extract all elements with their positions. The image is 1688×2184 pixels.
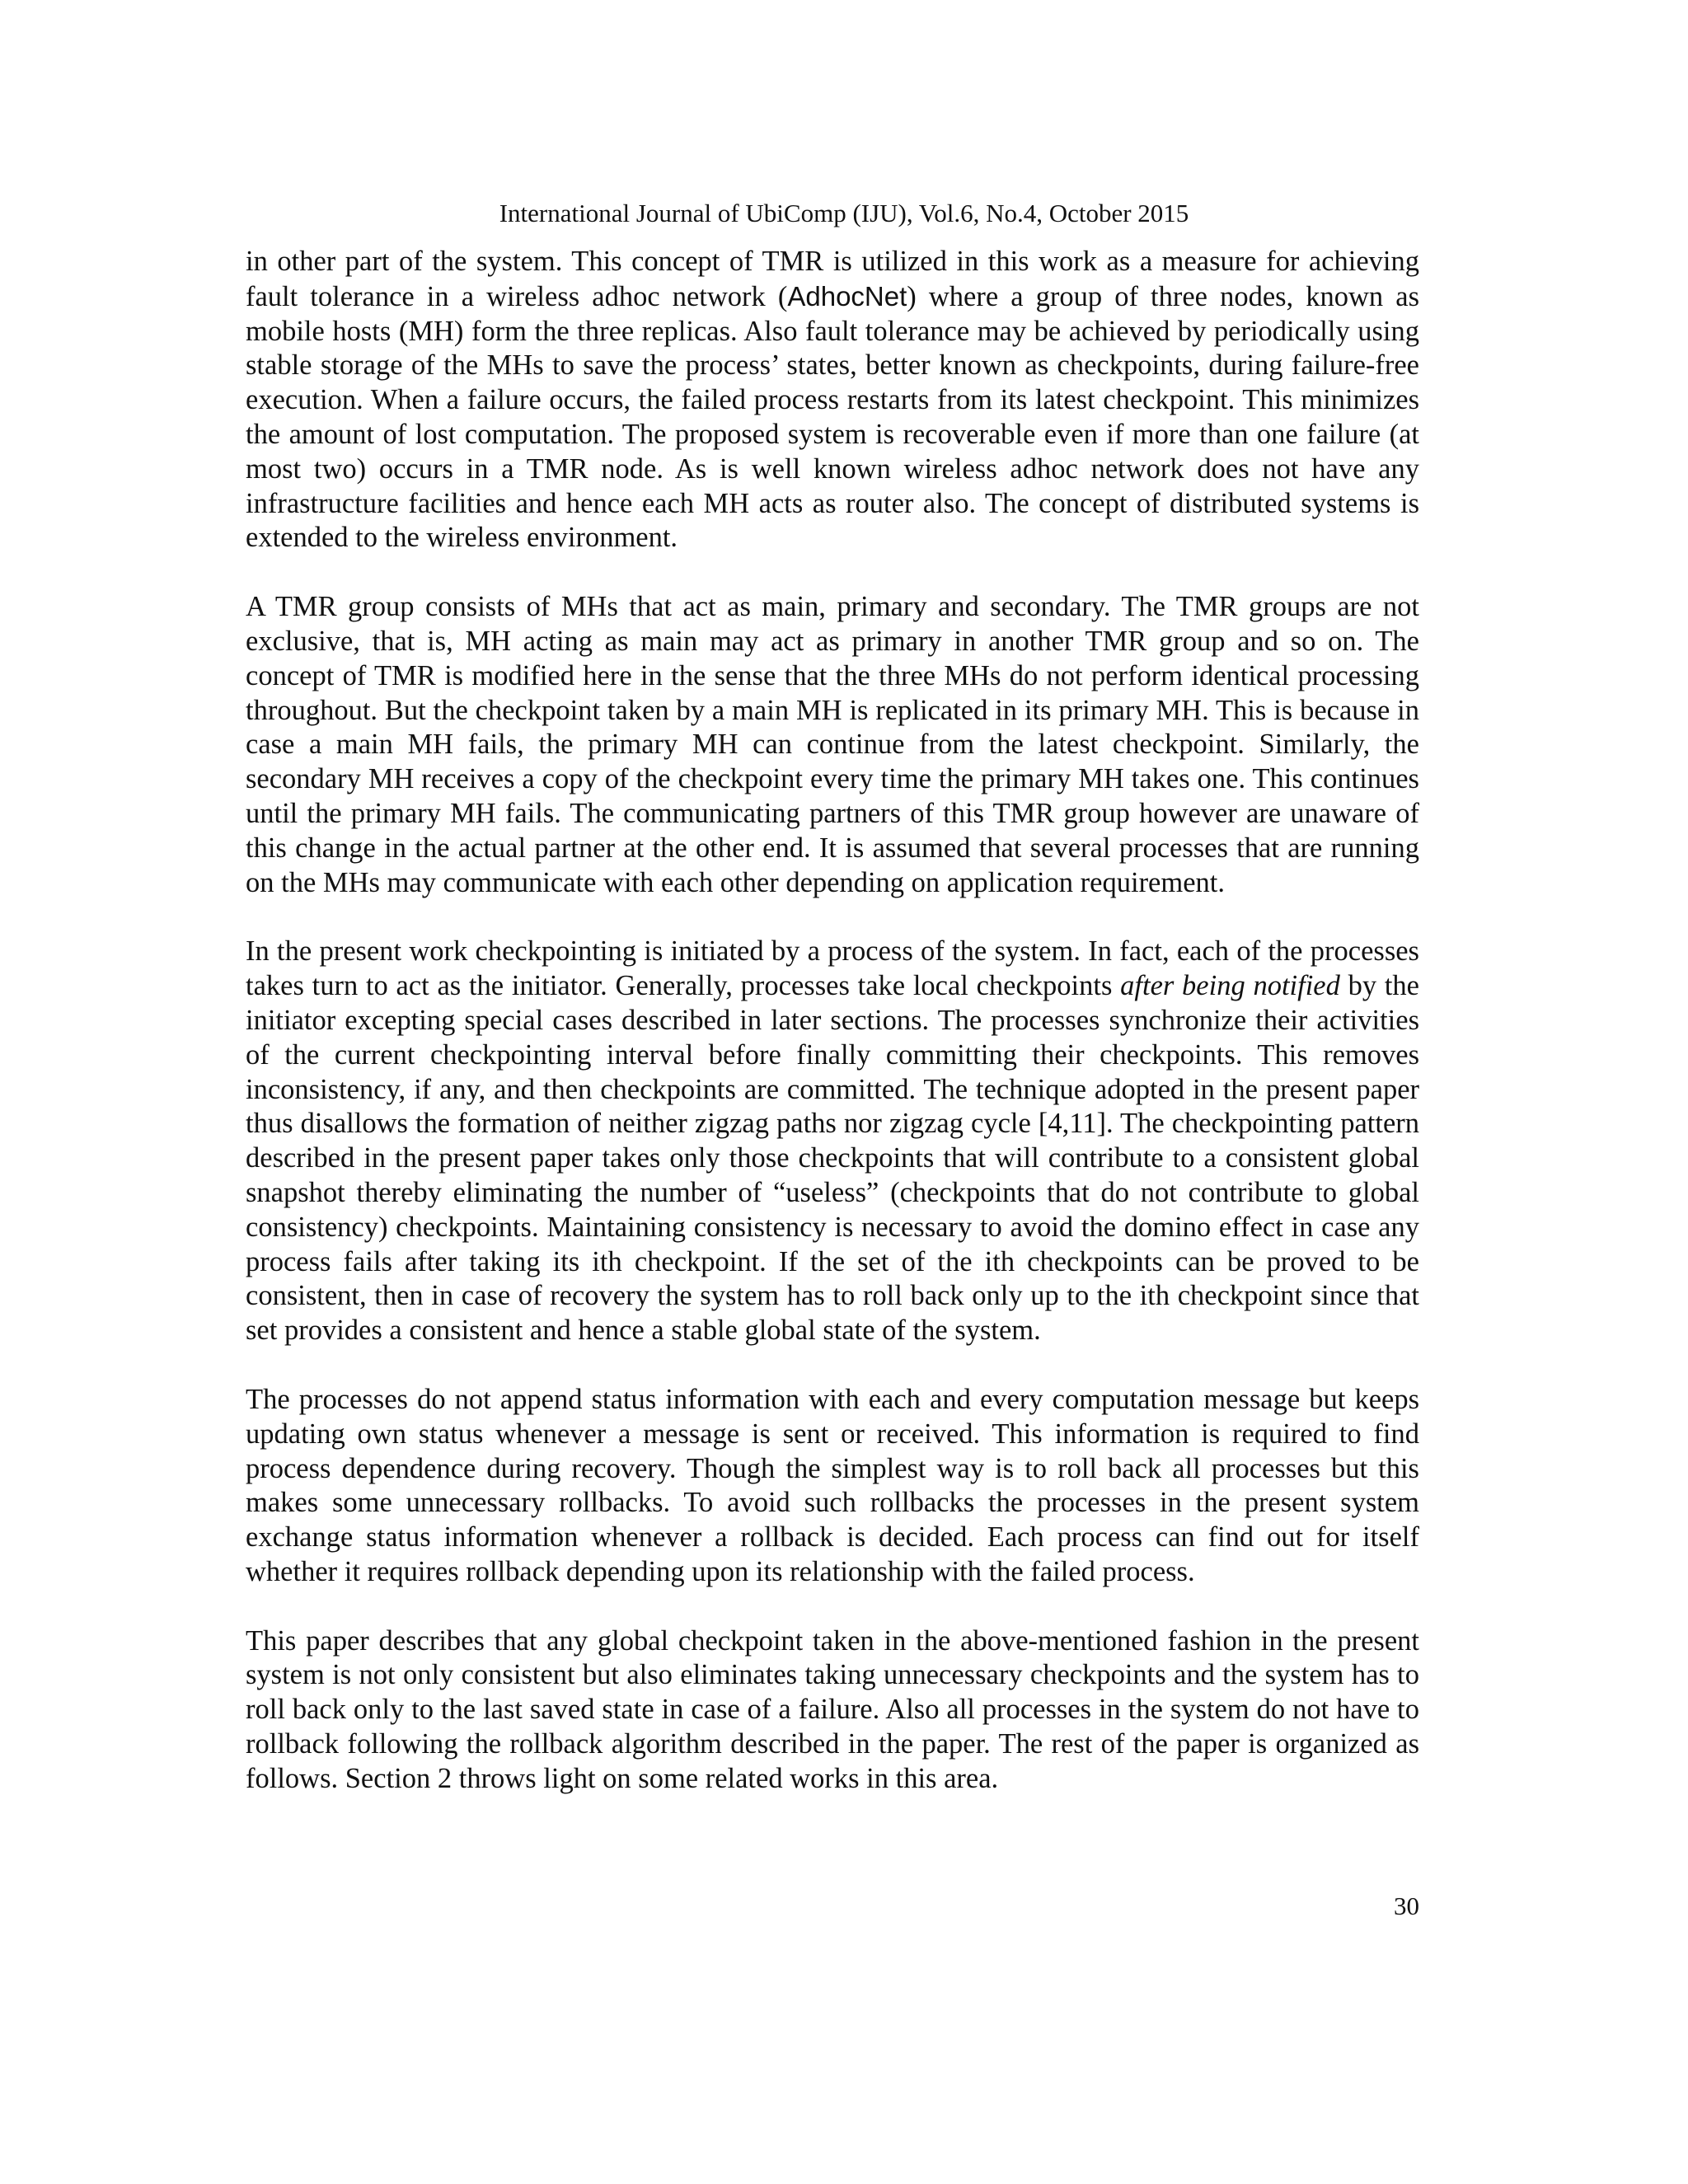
italic-emphasis: after being notified [1120,970,1340,1002]
page-number: 30 [1394,1891,1419,1920]
paragraph-1 [246,245,1419,555]
paragraph-4: The processes do not append status information with each and every computation message but keeps updating own status whenever a message is sent or received. This information is required to find process dependence during recovery. Though the simplest way is to roll back all processes but this makes some unnecessary rollbacks. To avoid such rollbacks the processes in the present system exchange status information whenever a rollback is decided. Each process can find out for itself whether it requires rollback depending upon its relationship with the failed process. [246,1383,1419,1587]
paragraph-3-text-a: In the present work checkpointing is initiated by a process of the system. In fact, each of the processes takes turn to act as the initiator. Generally, processes take local checkpoints [246,935,1419,1002]
paragraph-3 [246,935,1419,1348]
paragraph-1-text-a: in other part of the system. This concept of TMR is utilized in this work as a measure for achieving fault tolerance in a wireless adhoc network ( [246,246,1419,312]
running-header: International Journal of UbiComp (IJU), Vol.6, No.4, October 2015 [499,199,1189,227]
paragraph-5: This paper describes that any global checkpoint taken in the above-mentioned fashion in the present system is not only consistent but also eliminates taking unnecessary checkpoints and the system has to roll back only to the last saved state in case of a failure. Also all processes in the system do not have to rollback following the rollback algorithm described in the paper. The rest of the paper is organized as follows. Section 2 throws light on some related works in this area. [246,1624,1419,1794]
body-text [246,245,1419,1797]
paragraph-2: A TMR group consists of MHs that act as main, primary and secondary. The TMR groups are not exclusive, that is, MH acting as main may act as primary in another TMR group and so on. The concept of TMR is modified here in the sense that the three MHs do not perform identical processing throughout. But the checkpoint taken by a main MH is replicated in its primary MH. This is because in case a main MH fails, the primary MH can continue from the latest checkpoint. Similarly, the secondary MH receives a copy of the checkpoint every time the primary MH takes one. This continues until the primary MH fails. The communicating partners of this TMR group however are unaware of this change in the actual partner at the other end. It is assumed that several processes that are running on the MHs may communicate with each other depending on application requirement. [246,591,1419,898]
paragraph-1-text-b: ) where a group of three nodes, known as mobile hosts (MH) form the three replicas. Also fault tolerance may be achieved by periodically using stable storage of the MHs to save the process’ states, better known as checkpoints, during failure-free execution. When a failure occurs, the failed process restarts from its latest checkpoint. This minimizes the amount of lost computation. The proposed system is recoverable even if more than one failure (at most two) occurs in a TMR node. As is well known wireless adhoc network does not have any infrastructure facilities and hence each MH acts as router also. The concept of distributed systems is extended to the wireless environment. [246,280,1420,554]
paragraph-3-text-b: by the initiator excepting special cases described in later sections. The processes synchronize their activities of the current checkpointing interval before finally committing their checkpoints. This removes inconsistency, if any, and then checkpoints are committed. The technique adopted in the present paper thus disallows the formation of neither zigzag paths nor zigzag cycle [4,11]. The checkpointing pattern described in the present paper takes only those checkpoints that will contribute to a consistent global snapshot thereby eliminating the number of “useless” (checkpoints that do not contribute to global consistency) checkpoints. Maintaining consistency is necessary to avoid the domino effect in case any process fails after taking its ith checkpoint. If the set of the ith checkpoints can be proved to be consistent, then in case of recovery the system has to roll back only up to the ith checkpoint since that set provides a consistent and hence a stable global state of the system. [246,970,1419,1347]
adhocnet-term: AdhocNet [787,280,907,312]
